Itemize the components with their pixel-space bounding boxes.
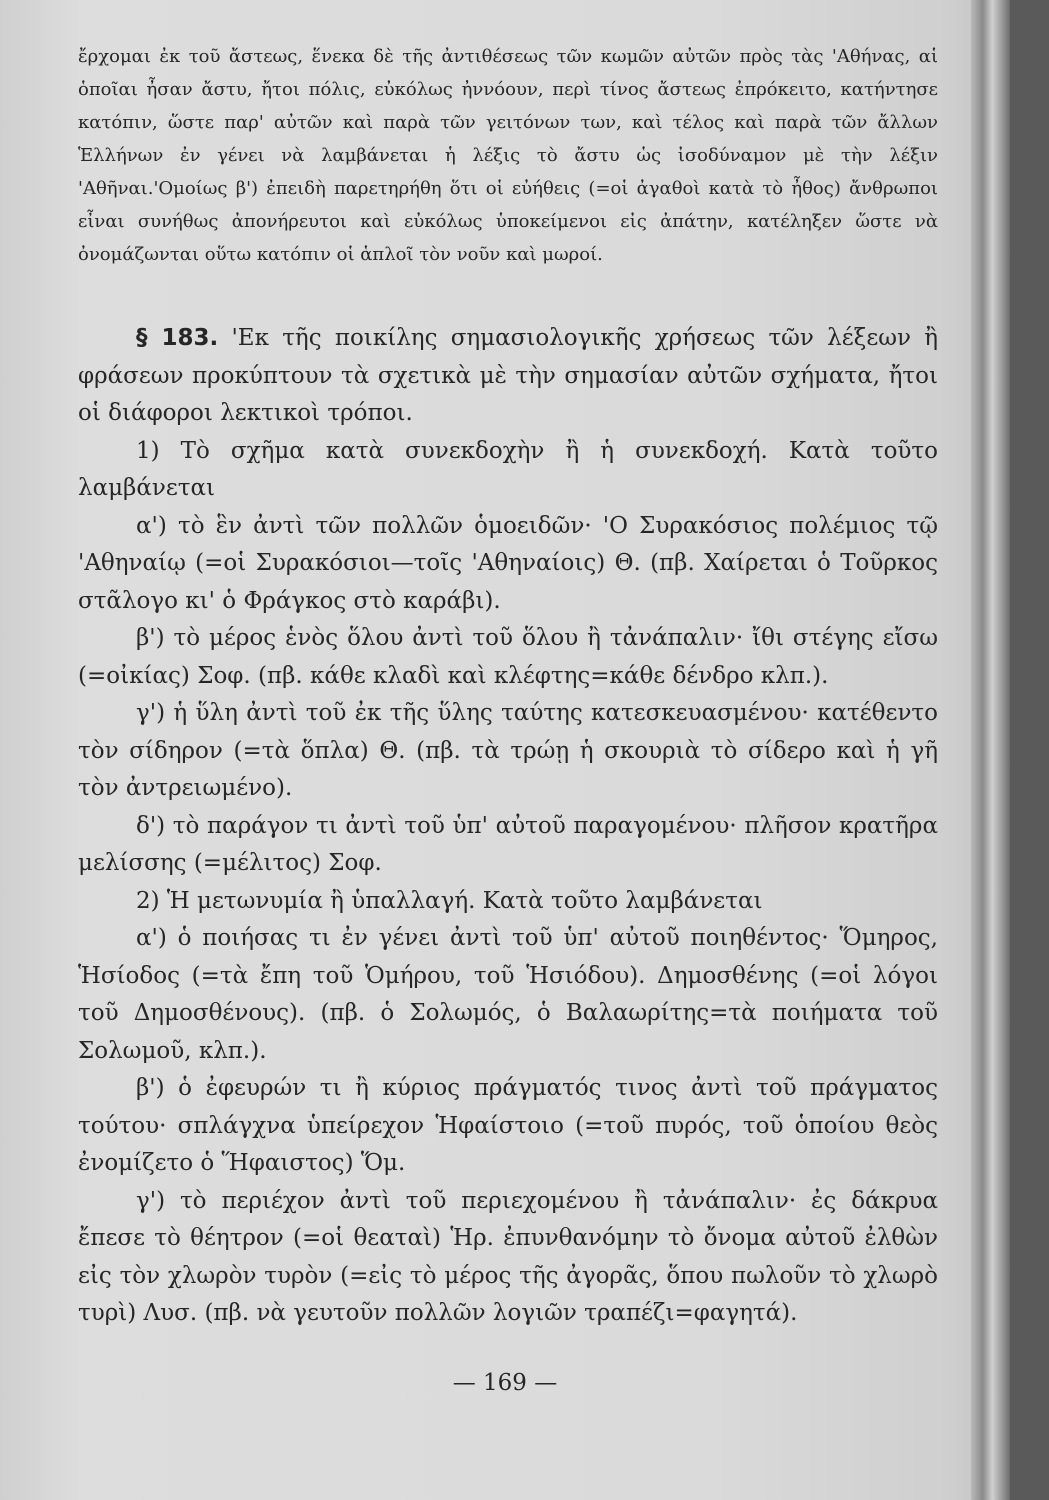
item-2-c: γ') τὸ περιέχον ἀντὶ τοῦ περιεχομένου ἢ τἀνάπαλιν· ἐς δάκρυα ἔπεσε τὸ θέητρον (=οἱ θεαταὶ) Ἡρ. ἐπυνθανόμην τὸ ὄνομα αὐτοῦ ἐλθὼν εἰς τὸν χλωρὸν τυρὸν (=εἰς τὸ μέρος τῆς ἀγορᾶς, ὅπου πωλοῦν τὸ χλωρὸ τυρὶ) Λυσ. (πβ. νὰ γευτοῦν πολλῶν λογιῶν τραπέζι=φαγητά).	[78, 1187, 938, 1326]
item-1-b: β') τὸ μέρος ἑνὸς ὅλου ἀντὶ τοῦ ὅλου ἢ τἀνάπαλιν· ἴθι στέγης εἴσω (=οἰκίας) Σοφ. (πβ. κάθε κλαδὶ καὶ κλέφτης=κάθε δένδρο κλπ.).	[78, 625, 938, 689]
previous-paragraph-block	[78, 40, 938, 271]
item-2-heading: 2) Ἡ μετωνυμία ἢ ὑπαλλαγή. Κατὰ τοῦτο λαμβάνεται	[136, 887, 763, 914]
page-edge-shadow	[971, 0, 1010, 1500]
section-intro	[78, 320, 938, 433]
item-2-a: α') ὁ ποιήσας τι ἐν γένει ἀντὶ τοῦ ὑπ' αὐτοῦ ποιηθέντος· Ὅμηρος, Ἡσίοδος (=τὰ ἔπη τοῦ Ὁμήρου, τοῦ Ἡσιόδου). Δημοσθένης (=οἱ λόγοι τοῦ Δημοσθένους). (πβ. ὁ Σολωμός, ὁ Βαλαωρίτης=τὰ ποιήματα τοῦ Σολωμοῦ, κλπ.).	[78, 925, 938, 1064]
section-intro-text: 'Εκ τῆς ποικίλης σημασιολογικῆς χρήσεως τῶν λέξεων ἢ φράσεων προκύπτουν τὰ σχετικὰ μὲ τὴν σημασίαν αὐτῶν σχήματα, ἤτοι οἱ διάφοροι λεκτικοὶ τρόποι.	[78, 325, 938, 426]
section-183	[78, 320, 938, 1333]
item-1-d: δ') τὸ παράγον τι ἀντὶ τοῦ ὑπ' αὐτοῦ παραγομένου· πλῆσον κρατῆρα μελίσσης (=μέλιτος) Σοφ.	[78, 812, 938, 876]
item-1-c: γ') ἡ ὕλη ἀντὶ τοῦ ἐκ τῆς ὕλης ταύτης κατεσκευασμένου· κατέθεντο τὸν σίδηρον (=τὰ ὅπλα) Θ. (πβ. τὰ τρώῃ ἡ σκουριὰ τὸ σίδερο καὶ ἡ γῆ τὸν ἀντρειωμένο).	[78, 700, 938, 801]
section-number: § 183.	[136, 325, 219, 351]
item-1-a: α') τὸ ἓν ἀντὶ τῶν πολλῶν ὁμοειδῶν· 'Ο Συρακόσιος πολέμιος τῷ 'Αθηναίῳ (=οἱ Συρακόσιοι—τοῖς 'Αθηναίοις) Θ. (πβ. Χαίρεται ὁ Τοῦρκος στᾶλογο κι' ὁ Φράγκος στὸ καράβι).	[78, 512, 938, 614]
item-1-heading: 1) Τὸ σχῆμα κατὰ συνεκδοχὴν ἢ ἡ συνεκδοχή. Κατὰ τοῦτο λαμβάνεται	[78, 437, 938, 501]
item-2-b: β') ὁ ἐφευρών τι ἢ κύριος πράγματός τινος ἀντὶ τοῦ πράγματος τούτου· σπλάγχνα ὑπείρεχον Ἡφαίστοιο (=τοῦ πυρός, τοῦ ὁποίου θεὸς ἐνομίζετο ὁ Ἥφαιστος) Ὅμ.	[78, 1075, 938, 1176]
previous-paragraph: ἔρχομαι ἐκ τοῦ ἄστεως, ἕνεκα δὲ τῆς ἀντιθέσεως τῶν κωμῶν αὐτῶν πρὸς τὰς 'Αθήνας, αἱ ὁποῖαι ἦσαν ἄστυ, ἤτοι πόλις, εὐκόλως ἠννόουν, περὶ τίνος ἄστεως ἐπρόκειτο, κατήντησε κατόπιν, ὥστε παρ' αὐτῶν καὶ παρὰ τῶν γειτόνων των, καὶ τέλος καὶ παρὰ τῶν ἄλλων Ἑλλήνων ἐν γένει νὰ λαμβάνεται ἡ λέξις τὸ ἄστυ ὡς ἰσοδύναμον μὲ τὴν λέξιν 'Αθῆναι.'Ομοίως β') ἐπειδὴ παρετηρήθη ὅτι οἱ εὐήθεις (=οἱ ἀγαθοὶ κατὰ τὸ ἦθος) ἄνθρωποι εἶναι συνήθως ἀπονήρευτοι καὶ εὐκόλως ὑποκείμενοι εἰς ἀπάτην, κατέληξεν ὥστε νὰ ὀνομάζωνται οὕτω κατόπιν οἱ ἁπλοῖ τὸν νοῦν καὶ μωροί.	[78, 46, 938, 265]
page-number: — 169 —	[452, 1370, 558, 1396]
